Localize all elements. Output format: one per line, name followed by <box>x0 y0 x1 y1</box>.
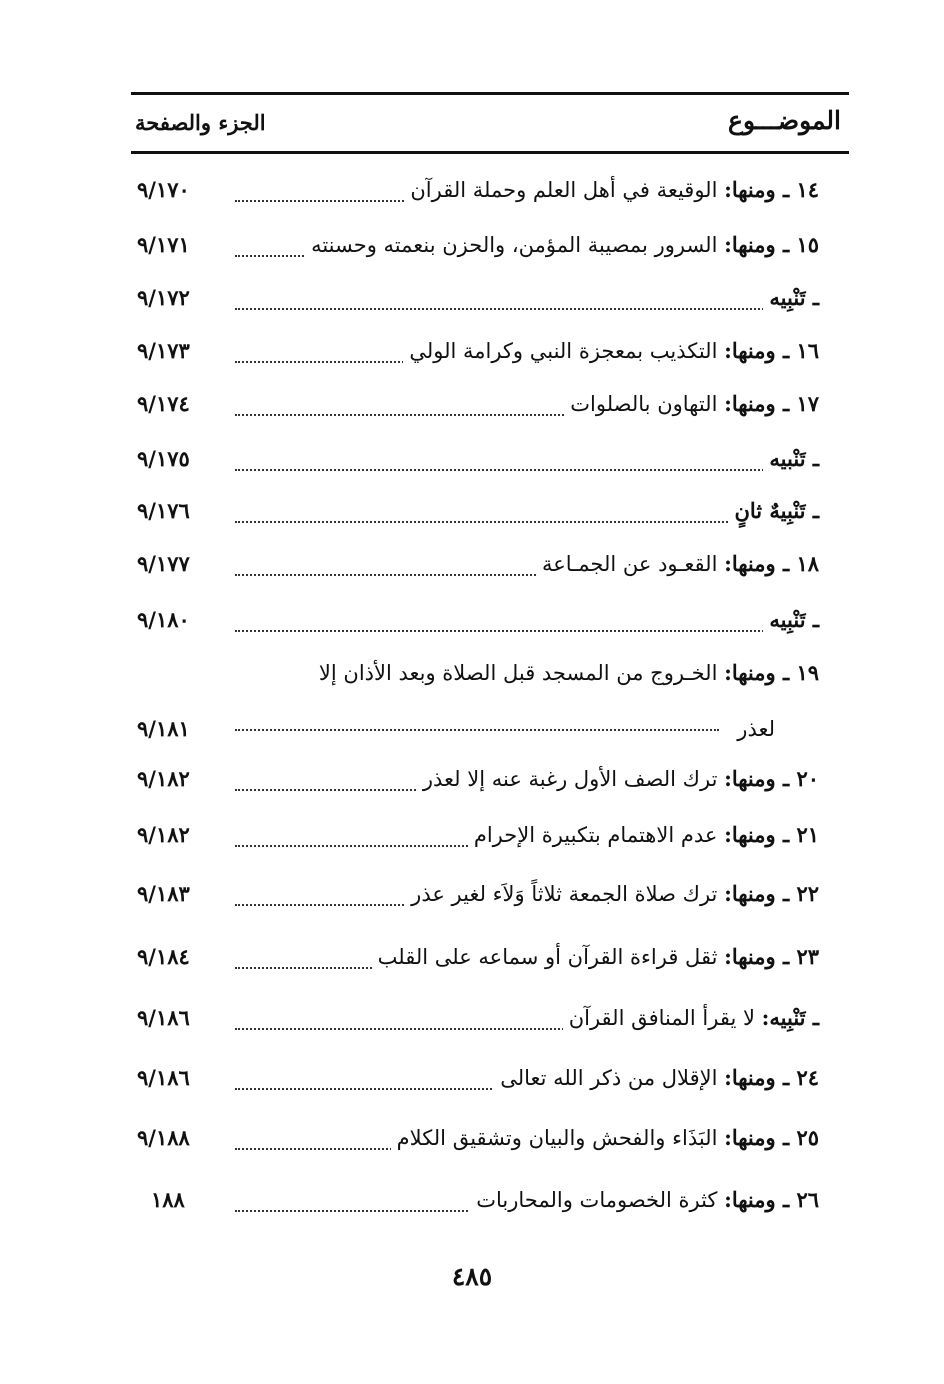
leader-dots <box>235 729 719 731</box>
entry-prefix: ٢١ ـ ومنها: <box>724 822 819 847</box>
entry-title <box>468 815 819 855</box>
entry-page-ref: ٩/١٨٣ <box>137 881 190 906</box>
entry-page-ref: ٩/١٧٣ <box>137 338 190 363</box>
entry-title <box>564 384 819 424</box>
entry-prefix: ٢٤ ـ ومنها: <box>724 1065 819 1090</box>
entry-page-ref: ٩/١٧٠ <box>137 177 190 202</box>
entry-title <box>728 491 819 531</box>
entry-prefix: ٢٥ ـ ومنها: <box>724 1125 819 1150</box>
entry-title <box>494 1058 819 1098</box>
header-page-label: الجزء والصفحة <box>135 110 266 135</box>
entry-title-continued: لعذر <box>731 709 775 749</box>
entry-title <box>305 225 819 265</box>
entry-page-ref: ٩/١٨٠ <box>137 607 190 632</box>
entry-title <box>563 998 819 1038</box>
entry-title <box>536 544 819 584</box>
leader-dots <box>235 630 819 632</box>
entry-text: الإقلال من ذكر الله تعالى <box>500 1066 725 1090</box>
entry-text: لا يقرأ المنافق القرآن <box>568 1006 762 1030</box>
index-entry <box>131 937 819 977</box>
index-entry <box>131 225 819 265</box>
entry-prefix: ٢٣ ـ ومنها: <box>724 944 819 969</box>
entry-prefix: ١٤ ـ ومنها: <box>724 177 819 202</box>
entry-title <box>763 278 819 318</box>
entry-text: الخـروج من المسجد قبل الصلاة وبعد الأذان إلا <box>318 661 725 685</box>
leader-dots <box>235 469 819 471</box>
entry-prefix: ٢٢ ـ ومنها: <box>724 881 819 906</box>
index-entry <box>131 170 819 210</box>
entry-prefix: ـ تَنْبِيه: <box>761 1005 819 1030</box>
entry-title <box>763 439 819 479</box>
entry-text: الوقيعة في أهل العلم وحملة القرآن <box>410 178 725 202</box>
leader-dots <box>235 308 819 310</box>
entry-page-ref: ٩/١٨٢ <box>137 822 190 847</box>
entry-page-ref: ٩/١٧٧ <box>137 551 190 576</box>
entry-text: البَذَاء والفحش والبيان وتشقيق الكلام <box>396 1126 725 1150</box>
entry-prefix: ٢٦ ـ ومنها: <box>724 1187 819 1212</box>
entry-page-ref: ٩/١٨٤ <box>137 944 190 969</box>
entry-prefix: ـ تَنْبِيه <box>769 285 819 310</box>
entry-prefix: ١٩ ـ ومنها: <box>724 660 819 685</box>
entry-text: التهاون بالصلوات <box>570 392 725 416</box>
index-entry <box>131 653 819 753</box>
index-entry <box>131 1180 819 1220</box>
entry-page-ref: ٩/١٧٥ <box>137 446 190 471</box>
header-rule <box>131 151 849 154</box>
entry-page-ref: ٩/١٧٤ <box>137 391 190 416</box>
entry-title <box>403 331 819 371</box>
entry-page-ref: ٩/١٨٢ <box>137 766 190 791</box>
entry-prefix: ـ تَنْبيه <box>769 446 819 471</box>
entry-text: عدم الاهتمام بتكبيرة الإحرام <box>473 823 725 847</box>
entry-prefix: ـ تَنْبِيه <box>769 607 819 632</box>
entry-page-ref: ٩/١٧٦ <box>137 498 190 523</box>
entry-title <box>470 1180 819 1220</box>
index-entry <box>131 998 819 1038</box>
entry-title <box>391 1118 819 1158</box>
entry-prefix: ـ تَنْبِيهٌ ثانٍ <box>734 498 819 523</box>
entry-title <box>372 937 819 977</box>
entry-prefix: ٢٠ ـ ومنها: <box>724 766 819 791</box>
index-entry <box>131 439 819 479</box>
page-number: ٤٨٥ <box>451 1262 493 1291</box>
entry-page-ref: ٩/١٨٨ <box>137 1125 190 1150</box>
entry-prefix: ١٦ ـ ومنها: <box>724 338 819 363</box>
entry-prefix: ١٥ ـ ومنها: <box>724 232 819 257</box>
entry-text: ترك صلاة الجمعة ثلاثاً وَلاَء لغير عذر <box>411 882 725 906</box>
index-entry <box>131 815 819 855</box>
index-entry <box>131 544 819 584</box>
entry-text: كثرة الخصومات والمحاربات <box>476 1188 725 1212</box>
entry-title <box>763 600 819 640</box>
entry-page-ref: ٩/١٧١ <box>137 232 190 257</box>
entry-text: ترك الصف الأول رغبة عنه إلا لعذر <box>422 767 725 791</box>
index-entry <box>131 331 819 371</box>
entry-page-ref: ٩/١٨٦ <box>137 1005 190 1030</box>
entry-title <box>319 653 819 693</box>
top-rule <box>131 92 849 95</box>
entry-text: السرور بمصيبة المؤمن، والحزن بنعمته وحسنته <box>311 233 725 257</box>
entry-text: ثقل قراءة القرآن أو سماعه على القلب <box>377 945 725 969</box>
index-entry <box>131 278 819 318</box>
entry-title <box>417 759 819 799</box>
index-entry <box>131 1118 819 1158</box>
entry-page-ref: ٩/١٨٦ <box>137 1065 190 1090</box>
index-entry <box>131 384 819 424</box>
index-entry <box>131 874 819 914</box>
index-entry <box>131 759 819 799</box>
entry-title <box>405 874 819 914</box>
entry-title <box>404 170 819 210</box>
entry-text: القعـود عن الجمـاعة <box>541 552 725 576</box>
entry-page-ref: ١٨٨ <box>151 1187 185 1212</box>
entry-page-ref: ٩/١٧٢ <box>137 285 190 310</box>
entry-text: التكذيب بمعجزة النبي وكرامة الولي <box>409 339 725 363</box>
index-entry <box>131 491 819 531</box>
entry-prefix: ١٧ ـ ومنها: <box>724 391 819 416</box>
header-topic-label: الموضـــوع <box>728 106 841 135</box>
index-entry <box>131 1058 819 1098</box>
entry-prefix: ١٨ ـ ومنها: <box>724 551 819 576</box>
index-entry <box>131 600 819 640</box>
entry-page-ref: ٩/١٨١ <box>137 716 190 741</box>
